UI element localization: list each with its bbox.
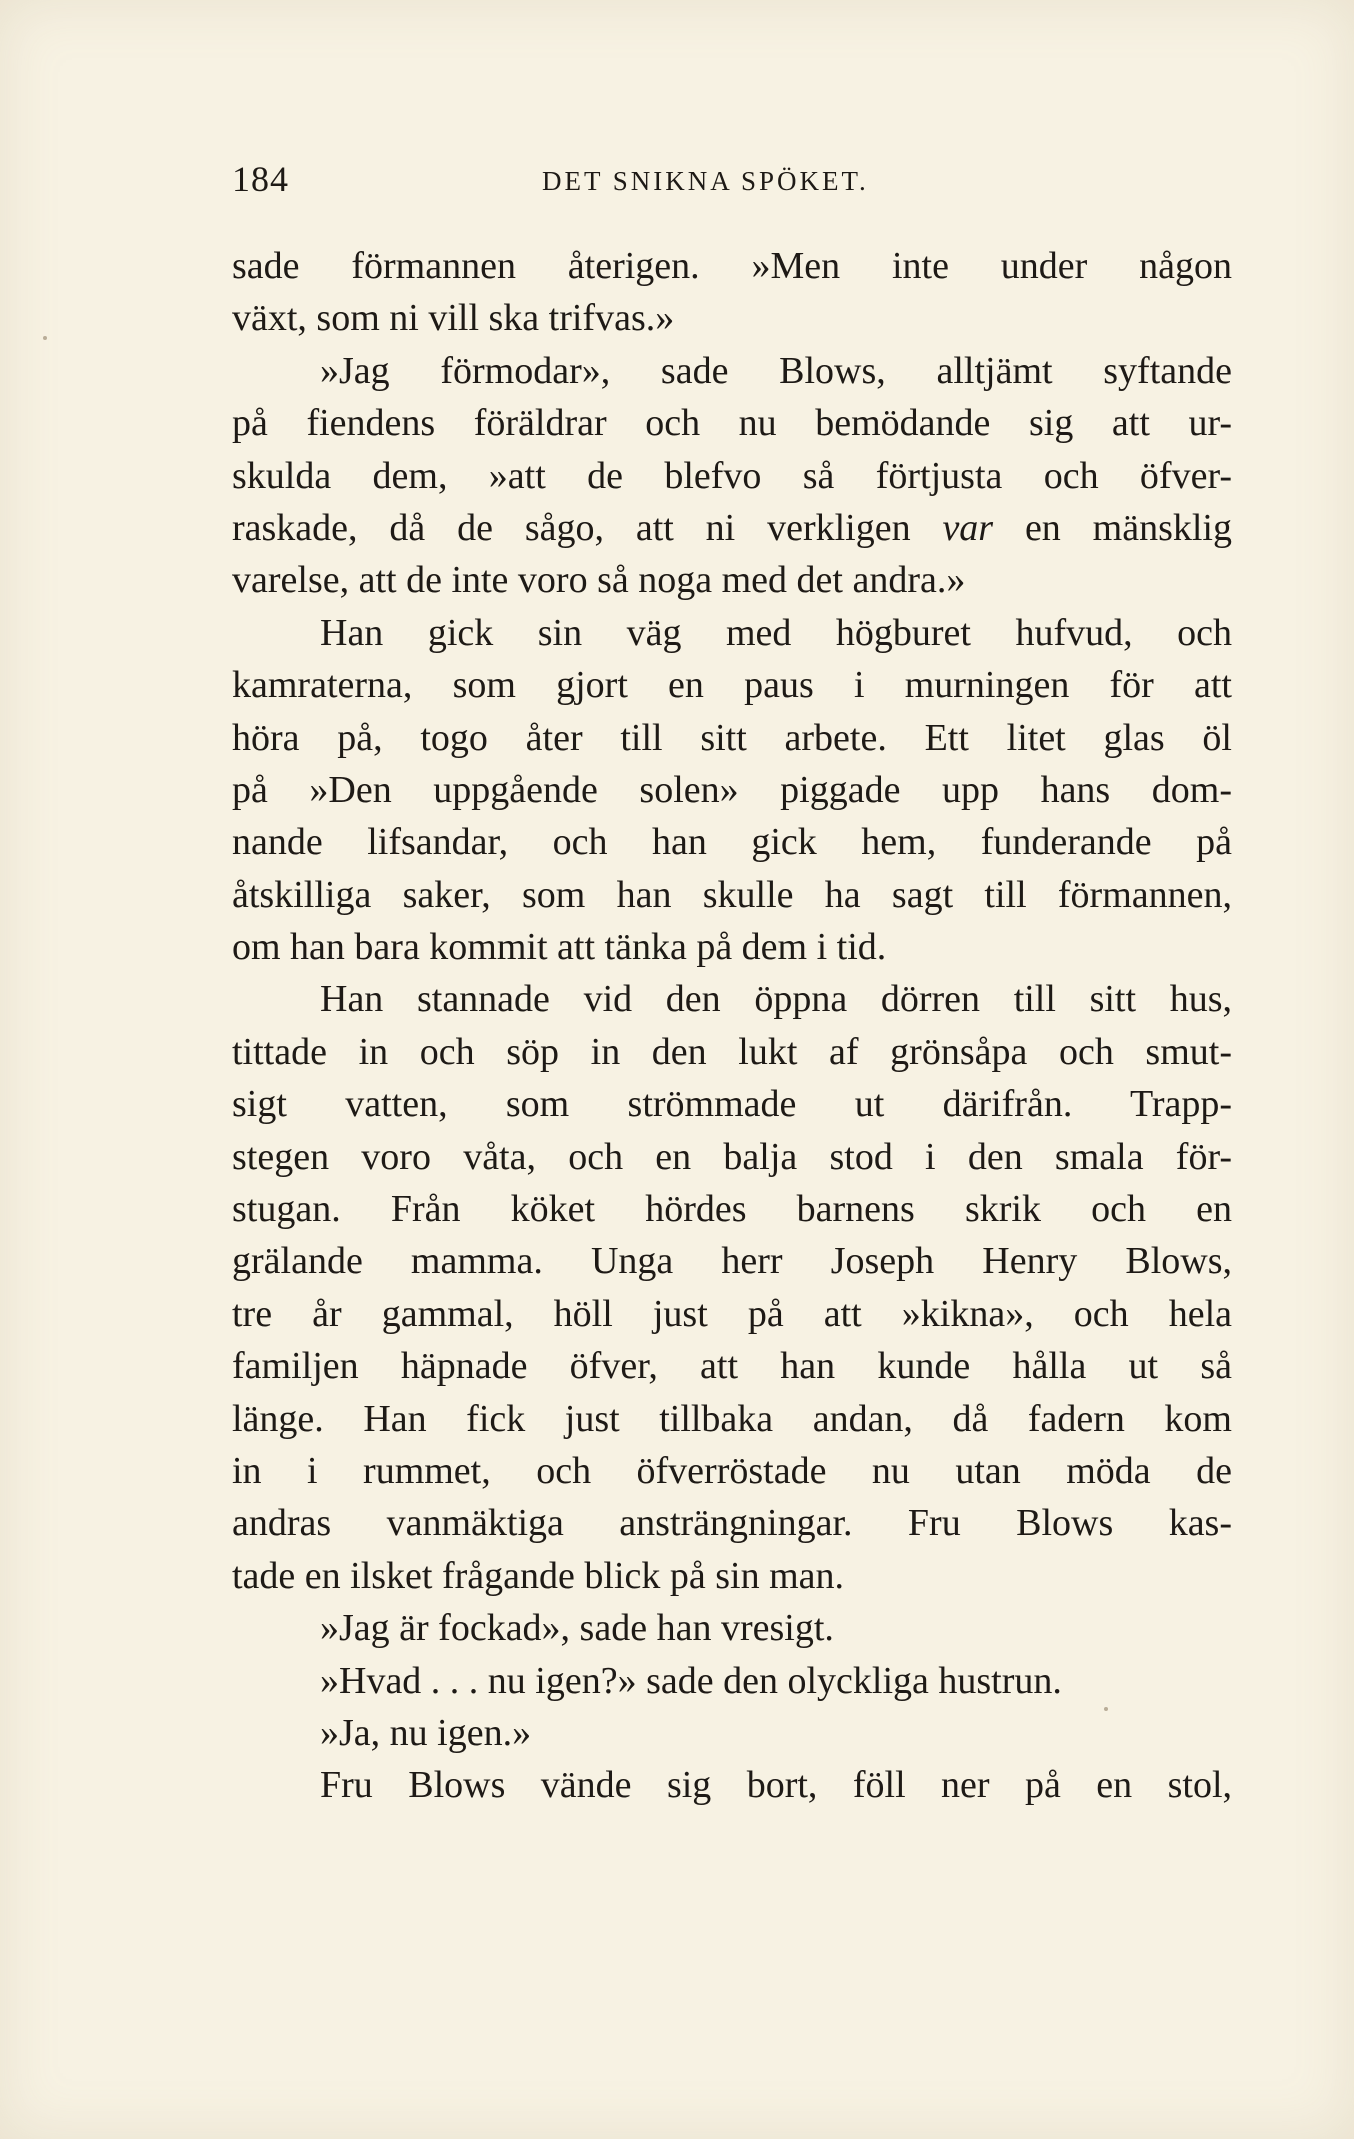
text-line: höra på, togo åter till sitt arbete. Ett litet glas öl bbox=[232, 716, 1232, 759]
text-line: »Hvad . . . nu igen?» sade den olyckliga hustrun. bbox=[320, 1659, 1062, 1702]
paper-speck bbox=[43, 336, 47, 340]
text-line: Han gick sin väg med högburet hufvud, och bbox=[320, 611, 1232, 654]
text-line: tre år gammal, höll just på att »kikna», och hela bbox=[232, 1292, 1232, 1335]
text-line: raskade, då de sågo, att ni verkligen var en mänsklig bbox=[232, 506, 1232, 549]
text-line: Fru Blows vände sig bort, föll ner på en stol, bbox=[320, 1764, 1232, 1807]
text-line: åtskilliga saker, som han skulle ha sagt till förmannen, bbox=[232, 873, 1232, 916]
text-line: »Ja, nu igen.» bbox=[320, 1711, 532, 1754]
text-line: in i rummet, och öfverröstade nu utan möda de bbox=[232, 1449, 1232, 1492]
text-line: varelse, att de inte voro så noga med det andra.» bbox=[232, 559, 966, 602]
text-line: sade förmannen återigen. »Men inte under någon bbox=[232, 245, 1232, 287]
text-line: »Jag förmodar», sade Blows, alltjämt syftande bbox=[320, 349, 1232, 392]
text-line: grälande mamma. Unga herr Joseph Henry Blows, bbox=[232, 1240, 1232, 1283]
page-header bbox=[232, 158, 1232, 208]
text-line: länge. Han fick just tillbaka andan, då fadern kom bbox=[232, 1397, 1232, 1440]
text-line: »Jag är fockad», sade han vresigt. bbox=[320, 1607, 834, 1650]
paper-speck bbox=[1104, 1707, 1108, 1711]
text-line: tade en ilsket frågande blick på sin man. bbox=[232, 1554, 845, 1597]
text-line: nande lifsandar, och han gick hem, funderande på bbox=[232, 821, 1232, 864]
text-line: skulda dem, »att de blefvo så förtjusta och öfver- bbox=[232, 454, 1232, 497]
body-text bbox=[232, 240, 1232, 1812]
text-line: familjen häpnade öfver, att han kunde hålla ut så bbox=[232, 1345, 1232, 1388]
text-line: växt, som ni vill ska trifvas.» bbox=[232, 297, 675, 340]
text-line: stugan. Från köket hördes barnens skrik och en bbox=[232, 1188, 1232, 1231]
text-line: om han bara kommit att tänka på dem i tid. bbox=[232, 926, 887, 969]
text-line: Han stannade vid den öppna dörren till sitt hus, bbox=[320, 978, 1232, 1021]
emphasis-word: var bbox=[942, 506, 994, 549]
text-line: på fiendens föräldrar och nu bemödande sig att ur- bbox=[232, 402, 1232, 445]
text-line: andras vanmäktiga ansträngningar. Fru Blows kas- bbox=[232, 1502, 1232, 1545]
page-number: 184 bbox=[232, 159, 289, 199]
running-title: DET SNIKNA SPÖKET. bbox=[542, 166, 869, 196]
text-line: på »Den uppgående solen» piggade upp hans dom- bbox=[232, 768, 1232, 811]
text-line: sigt vatten, som strömmade ut därifrån. Trapp- bbox=[232, 1083, 1232, 1126]
text-line: stegen voro våta, och en balja stod i den smala för- bbox=[232, 1135, 1232, 1178]
text-line: tittade in och söp in den lukt af grönsåpa och smut- bbox=[232, 1030, 1232, 1073]
text-line: kamraterna, som gjort en paus i murningen för att bbox=[232, 664, 1232, 707]
